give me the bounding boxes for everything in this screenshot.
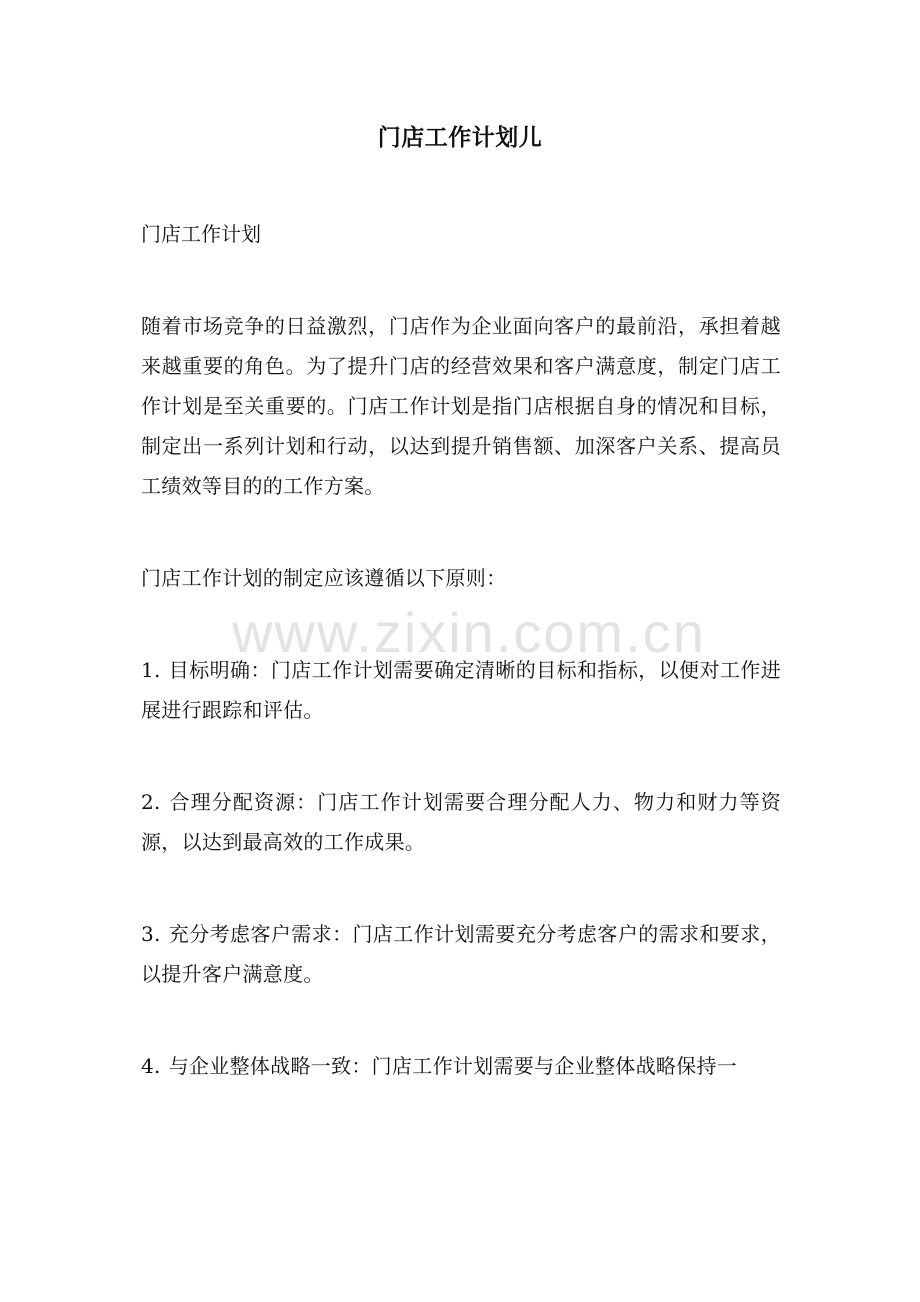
principle-text: 目标明确：门店工作计划需要确定清晰的目标和指标，以便对工作进展进行跟踪和评估。 [141,658,781,722]
principles-heading: 门店工作计划的制定应该遵循以下原则： [141,566,507,590]
principle-item-2 [141,782,781,862]
principle-text: 合理分配资源：门店工作计划需要合理分配人力、物力和财力等资源，以达到最高效的工作成果。 [141,790,781,854]
principle-number: 2. [141,790,161,814]
principle-text: 充分考虑客户需求：门店工作计划需要充分考虑客户的需求和要求，以提升客户满意度。 [141,922,781,986]
principle-number: 1. [141,658,161,682]
principle-item-3 [141,914,781,994]
document-title: 门店工作计划儿 [377,124,543,151]
principle-number: 3. [141,922,161,946]
intro-paragraph: 随着市场竞争的日益激烈，门店作为企业面向客户的最前沿，承担着越来越重要的角色。为了提升门店的经营效果和客户满意度，制定门店工作计划是至关重要的。门店工作计划是指门店根据自身的情况和目标，制定出一系列计划和行动，以达到提升销售额、加深客户关系、提高员工绩效等目的的工作方案。 [141,314,781,498]
principle-item-4 [141,1046,781,1086]
watermark: www.zixin.com.cn [232,601,706,664]
principle-number: 4. [141,1054,161,1078]
document-subtitle: 门店工作计划 [141,222,261,246]
principle-item-1 [141,650,781,730]
principle-text: 与企业整体战略一致：门店工作计划需要与企业整体战略保持一 [168,1054,738,1078]
document-body [141,306,781,1138]
